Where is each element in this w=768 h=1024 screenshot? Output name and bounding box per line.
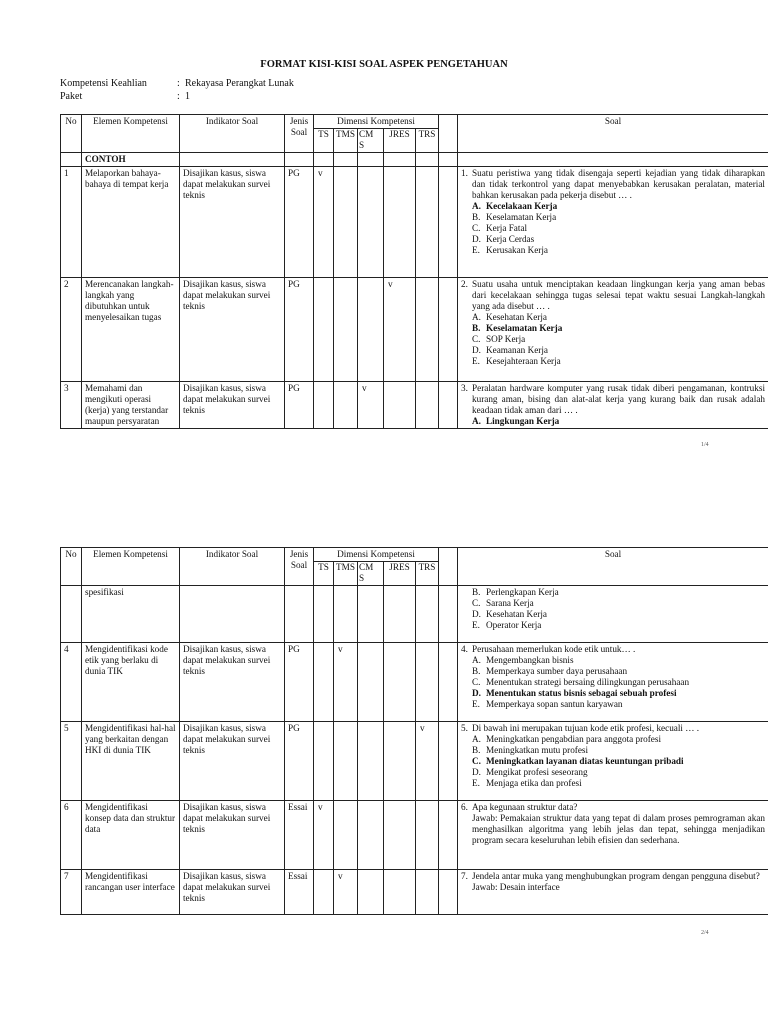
row-soal [458,167,768,278]
question-number: 5. [461,723,468,733]
option: C. Kerja Fatal [472,223,528,233]
table-row [61,870,768,915]
row-ts [314,278,334,382]
header-spacer [439,548,458,586]
row-no: 2 [61,278,82,382]
row-jres: v [384,278,416,382]
row-tms [334,722,358,801]
header-tms: TMS [334,562,358,586]
row-jres [384,722,416,801]
option: B. Keselamatan Kerja [472,212,557,222]
table-row [61,586,768,643]
question [461,871,765,882]
header-soal: Soal [458,115,768,153]
question-text: Perusahaan memerlukan kode etik untuk… . [472,644,636,654]
row-trs [416,167,439,278]
row-trs [416,278,439,382]
page-number: 2/4 [701,930,709,936]
row-ts: v [314,167,334,278]
option: C. Sarana Kerja [472,598,534,608]
option: B. Perlengkapan Kerja [472,587,559,597]
table-row [61,722,768,801]
row-cms: v [358,382,384,429]
question-number: 7. [461,871,468,881]
header-tms: TMS [334,129,358,153]
row-indikator: Disajikan kasus, siswa dapat melakukan survei teknis [180,801,285,870]
header-spacer [439,115,458,153]
meta-sep: : [177,91,180,102]
header-soal: Soal [458,548,768,586]
row-trs [416,870,439,915]
option-answer: A. Kecelakaan Kerja [472,201,558,211]
row-no: 4 [61,643,82,722]
header-cms-line2: S [359,573,365,583]
question [461,644,765,655]
kisi-table-page-2 [60,547,768,915]
row-elemen: Merencanakan langkah-langkah yang dibutuhkan untuk menyelesaikan tugas [82,278,180,382]
option: D. Kesehatan Kerja [472,609,547,619]
option: E. Kesejahteraan Kerja [472,356,561,366]
header-cms [358,562,384,586]
row-cms [358,722,384,801]
option: E. Memperkaya sopan santun karyawan [472,699,623,709]
options-list [461,655,765,710]
row-jres [384,382,416,429]
option-answer: A. Lingkungan Kerja [472,416,560,426]
option: D. Mengikat profesi seseorang [472,767,588,777]
row-jenis: PG [285,643,314,722]
row-elemen: spesifikasi [82,586,180,643]
row-indikator: Disajikan kasus, siswa dapat melakukan survei teknis [180,870,285,915]
kisi-table-page-1 [60,114,768,429]
row-elemen: Memahami dan mengikuti operasi (kerja) yang terstandar maupun persyaratan [82,382,180,429]
row-indikator: Disajikan kasus, siswa dapat melakukan survei teknis [180,278,285,382]
meta-paket [60,91,190,103]
meta-value: 1 [185,91,190,102]
row-tms [334,278,358,382]
row-jres [384,801,416,870]
option: B. Meningkatkan mutu profesi [472,745,589,755]
header-no: No [61,115,82,153]
row-no: 7 [61,870,82,915]
answer-text: Jawab: Pemakaian struktur data yang tepat di dalam proses pemrograman akan menghasilkan algoritma yang lebih jelas dan tepat, sehingga menjadikan program secara keseluruhan lebih efisien dan sederhana. [472,813,765,845]
options-list [461,416,765,427]
answer-text: Jawab: Desain interface [472,882,560,892]
option: A. Kesehatan Kerja [472,312,547,322]
header-trs: TRS [416,562,439,586]
header-indikator: Indikator Soal [180,115,285,153]
question-number: 6. [461,802,468,812]
header-cms [358,129,384,153]
meta-value: Rekayasa Perangkat Lunak [185,78,294,89]
row-jenis: PG [285,722,314,801]
row-tms: v [334,870,358,915]
row-soal [458,586,768,643]
options-list [461,312,765,367]
header-no: No [61,548,82,586]
row-jres [384,870,416,915]
question-text: Jendela antar muka yang menghubungkan program dengan pengguna disebut? [472,871,760,881]
question [461,383,765,416]
question-number: 1. [461,168,468,178]
question-text: Peralatan hardware komputer yang rusak tidak diberi pengamanan, kontruksi kurang aman, bising dan alat-alat kerja yang kurang baik dan rusak adalah keadaan tidak aman dari … . [472,383,765,415]
header-cms-line1: CM [359,129,374,139]
header-indikator: Indikator Soal [180,548,285,586]
header-jres: JRES [384,562,416,586]
meta-kompetensi [60,78,294,90]
row-ts [314,643,334,722]
row-jres [384,167,416,278]
row-jenis: PG [285,382,314,429]
row-elemen: Melaporkan bahaya-bahaya di tempat kerja [82,167,180,278]
row-cms [358,643,384,722]
row-no: 3 [61,382,82,429]
question-text: Suatu peristiwa yang tidak disengaja seperti kejadian yang tidak diharapkan dan tidak terkontrol yang dapat menyebabkan kerusakan peralatan, material bahkan kerusakan pada pekerja disebut … . [472,168,765,200]
row-soal [458,643,768,722]
meta-label: Paket [60,91,83,102]
option-answer: D. Menentukan status bisnis sebagai sebuah profesi [472,688,677,698]
option: A. Mengembangkan bisnis [472,655,574,665]
table-row [61,382,768,429]
row-indikator: Disajikan kasus, siswa dapat melakukan survei teknis [180,722,285,801]
table-row [61,801,768,870]
header-ts: TS [314,562,334,586]
question-text: Suatu usaha untuk menciptakan keadaan lingkungan kerja yang aman bebas dari kecelakaan sehingga tugas selesai tepat waktu sesuai Langkah-langkah yang ada disebut … . [472,279,765,311]
row-indikator: Disajikan kasus, siswa dapat melakukan survei teknis [180,382,285,429]
header-dimensi: Dimensi Kompetensi [314,548,439,562]
header-jenis [285,115,314,153]
row-ts [314,870,334,915]
row-trs [416,801,439,870]
contoh-label: CONTOH [82,153,180,167]
row-indikator: Disajikan kasus, siswa dapat melakukan survei teknis [180,643,285,722]
header-jenis [285,548,314,586]
row-ts [314,722,334,801]
question [461,279,765,312]
option: A. Meningkatkan pengabdian para anggota profesi [472,734,662,744]
row-no: 5 [61,722,82,801]
options-list [461,201,765,256]
document-title: FORMAT KISI-KISI SOAL ASPEK PENGETAHUAN [260,59,508,70]
row-cms [358,870,384,915]
header-elemen: Elemen Kompetensi [82,115,180,153]
row-tms [334,801,358,870]
row-cms [358,278,384,382]
meta-sep: : [177,78,180,89]
row-soal [458,870,768,915]
row-no: 6 [61,801,82,870]
option-answer: C. Meningkatkan layanan diatas keuntungan pribadi [472,756,684,766]
header-trs: TRS [416,129,439,153]
header-jenis-line1: Jenis [289,549,309,559]
question [461,723,765,734]
row-elemen: Mengidentifikasi rancangan user interface [82,870,180,915]
table-row [61,278,768,382]
header-jres: JRES [384,129,416,153]
row-tms: v [334,643,358,722]
question-text: Di bawah ini merupakan tujuan kode etik profesi, kecuali … . [472,723,700,733]
option: E. Operator Kerja [472,620,542,630]
row-elemen: Mengidentifikasi kode etik yang berlaku di dunia TIK [82,643,180,722]
row-soal [458,278,768,382]
row-jres [384,643,416,722]
row-soal [458,801,768,870]
option: C. Menentukan strategi bersaing dilingkungan perusahaan [472,677,690,687]
contoh-no [61,153,82,167]
option: E. Kerusakan Kerja [472,245,548,255]
row-jenis: PG [285,278,314,382]
page-number: 1/4 [701,442,709,448]
header-jenis-line2: Soal [290,127,308,137]
row-trs [416,643,439,722]
question-number: 3. [461,383,468,393]
meta-label: Kompetensi Keahlian [60,78,147,89]
option: D. Keamanan Kerja [472,345,548,355]
options-list [461,734,765,789]
row-elemen: Mengidentifikasi konsep data dan struktur data [82,801,180,870]
header-cms-line1: CM [359,562,374,572]
question-number: 2. [461,279,468,289]
header-cms-line2: S [359,140,365,150]
row-tms [334,167,358,278]
option: B. Memperkaya sumber daya perusahaan [472,666,628,676]
header-dimensi: Dimensi Kompetensi [314,115,439,129]
row-soal [458,382,768,429]
header-jenis-line1: Jenis [289,116,309,126]
table-row [61,167,768,278]
row-jenis: PG [285,167,314,278]
row-tms [334,382,358,429]
row-cms [358,801,384,870]
row-indikator: Disajikan kasus, siswa dapat melakukan survei teknis [180,167,285,278]
row-trs: v [416,722,439,801]
option: E. Menjaga etika dan profesi [472,778,582,788]
row-ts [314,382,334,429]
row-elemen: Mengidentifikasi hal-hal yang berkaitan dengan HKI di dunia TIK [82,722,180,801]
question-number: 4. [461,644,468,654]
header-elemen: Elemen Kompetensi [82,548,180,586]
question [461,168,765,201]
table-row [61,643,768,722]
option: D. Kerja Cerdas [472,234,535,244]
row-no: 1 [61,167,82,278]
row-ts: v [314,801,334,870]
options-list [461,587,765,631]
header-ts: TS [314,129,334,153]
option: C. SOP Kerja [472,334,526,344]
row-soal [458,722,768,801]
question [461,802,765,813]
row-cms [358,167,384,278]
question-text: Apa kegunaan struktur data? [472,802,578,812]
option-answer: B. Keselamatan Kerja [472,323,563,333]
row-jenis: Essai [285,801,314,870]
row-trs [416,382,439,429]
row-jenis: Essai [285,870,314,915]
header-jenis-line2: Soal [290,560,308,570]
